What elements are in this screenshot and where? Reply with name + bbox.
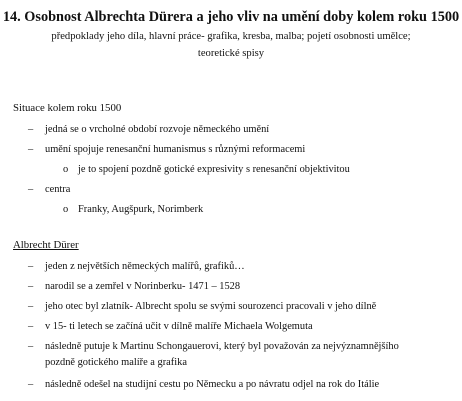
list-item-text: jeho otec byl zlatník- Albrecht spolu se svými sourozenci pracovali v jeho dílně [45,301,377,312]
list-item-text: centra [45,184,71,195]
dash-bullet [28,260,38,273]
list-item-text: jeden z největších německých malířů, grafiků… [45,261,245,272]
list-item-text: umění spojuje renesanční humanismus s různými reformacemi [45,144,306,155]
list-item-text: narodil se a zemřel v Norinberku- 1471 – 1528 [45,281,241,292]
list-item-text: v 15- ti letech se začíná učit v dílně malíře Michaela Wolgemuta [45,321,313,332]
list-item-text: následně putuje k Martinu Schongauerovi, který byl považován za nejvýznamnějšího [45,341,399,352]
subtitle-line-2: teoretické spisy [197,48,265,59]
circle-bullet [63,203,73,216]
dash-bullet [28,320,38,333]
list-item-text: následně odešel na studijní cestu po Německu a po návratu odjel na rok do Itálie [45,379,380,390]
dash-bullet [28,340,38,353]
list-item-text: Franky, Augšpurk, Norimberk [78,204,204,215]
section-heading-durer: Albrecht Dürer [13,239,79,251]
subtitle-line-1: předpoklady jeho díla, hlavní práce- grafika, kresba, malba; pojetí osobnosti umělce; [51,31,411,42]
dash-bullet [28,280,38,293]
dash-bullet [28,183,38,196]
dash-bullet [28,378,38,391]
dash-bullet [28,143,38,156]
list-item-text: je to spojení pozdně gotické expresivity s renesanční objektivitou [78,164,350,175]
list-item-text: jedná se o vrcholné období rozvoje německého umění [45,124,270,135]
section-heading-situation: Situace kolem roku 1500 [13,102,122,114]
dash-bullet [28,300,38,313]
dash-bullet [28,123,38,136]
document-title: 14. Osobnost Albrechta Dürera a jeho vliv na umění doby kolem roku 1500 [2,9,460,25]
list-item-text: pozdně gotického malíře a grafika [45,357,187,368]
circle-bullet [63,163,73,176]
